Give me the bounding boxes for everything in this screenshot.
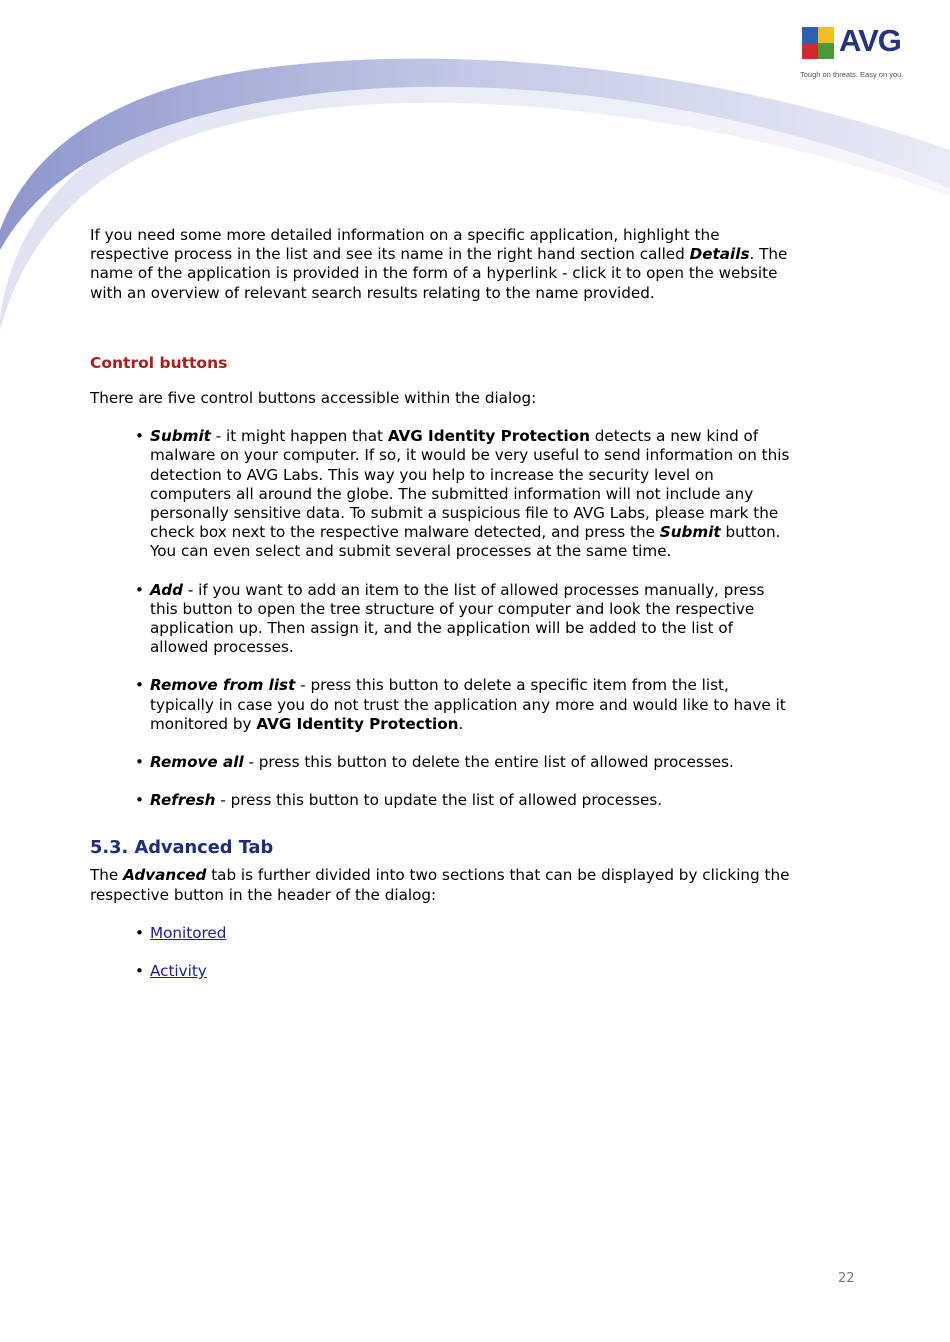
control-buttons-list [90, 427, 790, 810]
control-buttons-intro: There are five control buttons accessible within the dialog: [90, 389, 537, 408]
advanced-sections-list [90, 924, 790, 981]
details-term: Details [689, 245, 750, 264]
list-item-activity [150, 962, 790, 981]
avg-logo-word: AVG [839, 23, 901, 58]
avg-logo-tagline: Tough on threats. Easy on you. [800, 70, 904, 79]
activity-link[interactable]: Activity [150, 962, 207, 981]
advanced-tab-heading: 5.3. Advanced Tab [90, 837, 274, 859]
list-item-refresh: • Refresh - press this button to update the list of allowed processes. [150, 791, 790, 810]
monitored-link[interactable]: Monitored [150, 923, 227, 942]
list-item-remove-from-list: • Remove from list - press this button to delete a specific item from the list, typically in case you do not trust the application any more and would like to have it monitored by AVG Identity Protection. [150, 676, 790, 734]
list-item-submit: • Submit - it might happen that AVG Identity Protection detects a new kind of malware on your computer. If so, it would be very useful to send information on this detection to AVG Labs. This way you help to increase the security level on computers all around the globe. The submitted information will not include any personally sensitive data. To submit a suspicious file to AVG Labs, please mark the check box next to the respective malware detected, and press the Submit button. You can even select and submit several processes at the same time. [150, 427, 790, 561]
list-item-add: • Add - if you want to add an item to the list of allowed processes manually, press this button to open the tree structure of your computer and look the respective application up. Then assign it, and the application will be added to the list of allowed processes. [150, 581, 790, 658]
advanced-paragraph: The Advanced tab is further divided into two sections that can be displayed by clicking the respective button in the header of the dialog: [90, 866, 790, 904]
intro-paragraph: If you need some more detailed information on a specific application, highlight the respective process in the list and see its name in the right hand section called Details. The name of the application is provided in the form of a hyperlink - click it to open the website with an overview of relevant search results relating to the name provided. [90, 226, 788, 302]
list-item-remove-all: • Remove all - press this button to delete the entire list of allowed processes. [150, 753, 790, 772]
avg-logo-mark-icon [800, 25, 838, 63]
page-number: 22 [838, 1271, 855, 1286]
list-item-monitored [150, 924, 790, 943]
page-content [90, 226, 790, 1000]
avg-logo [798, 22, 908, 84]
control-buttons-heading: Control buttons [90, 353, 228, 372]
